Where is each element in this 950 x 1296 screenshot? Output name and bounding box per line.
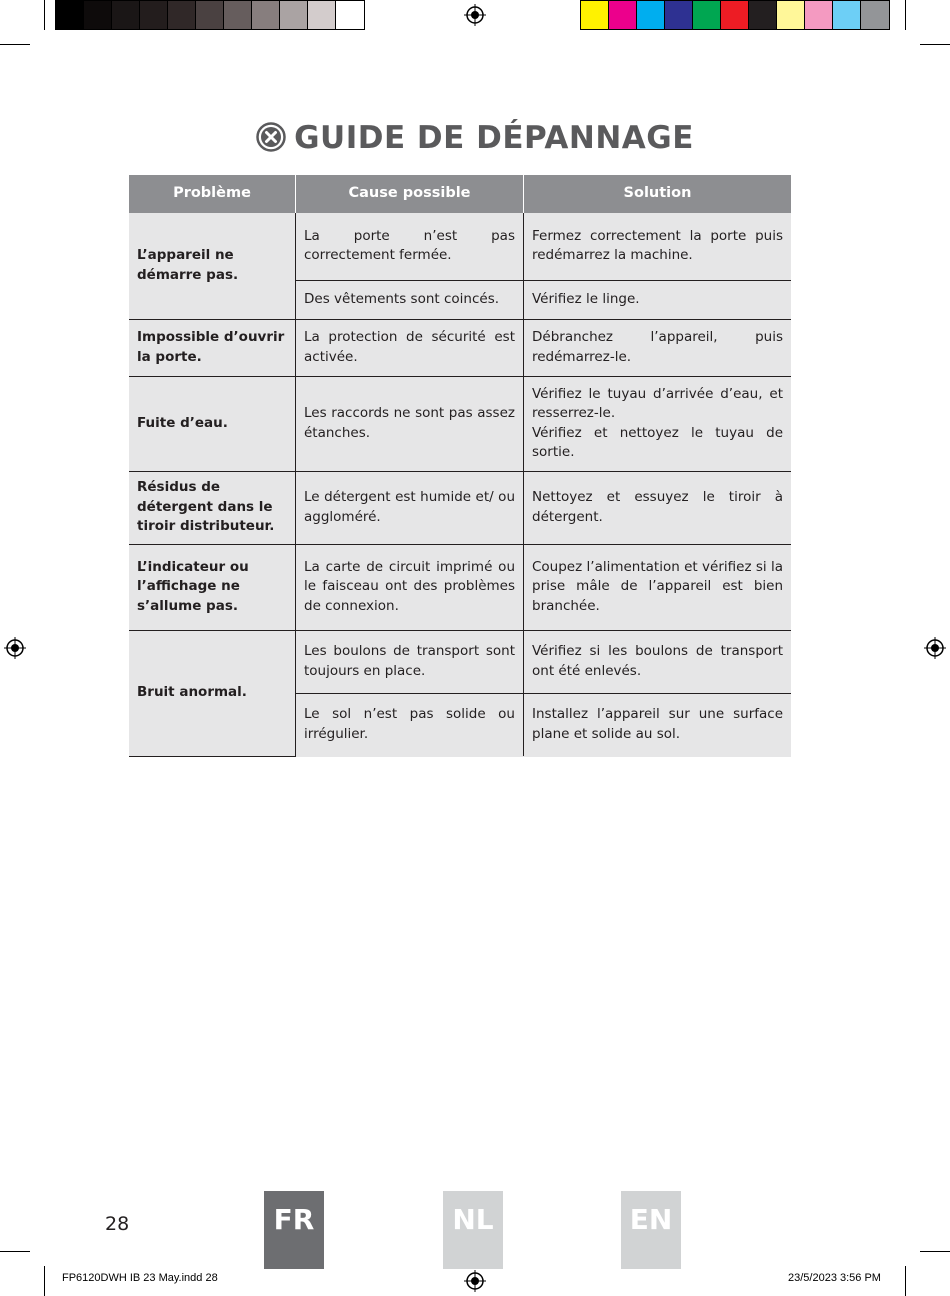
cause-cell: Les boulons de transport sont toujours en place. bbox=[296, 630, 524, 693]
gray-color-bar bbox=[55, 0, 365, 30]
crop-mark bbox=[44, 0, 45, 30]
table-row bbox=[129, 471, 791, 544]
page-title-text: GUIDE DE DÉPANNAGE bbox=[294, 120, 694, 156]
color-swatch bbox=[56, 1, 84, 29]
color-swatch bbox=[112, 1, 140, 29]
solution-line: Vérifiez le tuyau d’arrivée d’eau, et resserrez-le. bbox=[532, 385, 783, 421]
process-color-bar bbox=[580, 0, 890, 30]
page-title bbox=[0, 120, 950, 156]
color-swatch bbox=[637, 1, 665, 29]
problem-cell: Fuite d’eau. bbox=[129, 376, 296, 471]
language-tab-nl[interactable]: NL bbox=[443, 1191, 503, 1269]
color-swatch bbox=[805, 1, 833, 29]
cause-cell: Des vêtements sont coincés. bbox=[296, 280, 524, 319]
header-solution: Solution bbox=[524, 175, 792, 213]
registration-mark-icon bbox=[464, 4, 486, 26]
color-swatch bbox=[84, 1, 112, 29]
registration-mark-icon bbox=[464, 1270, 486, 1292]
cause-cell: La carte de circuit imprimé ou le faisceau ont des problèmes de connexion. bbox=[296, 544, 524, 630]
registration-mark-icon bbox=[924, 637, 946, 659]
cause-cell: La porte n’est pas correctement fermée. bbox=[296, 213, 524, 280]
color-swatch bbox=[308, 1, 336, 29]
problem-cell: L’appareil ne démarre pas. bbox=[129, 213, 296, 319]
table-header-row bbox=[129, 175, 791, 213]
crop-mark bbox=[905, 1266, 906, 1296]
header-problem: Problème bbox=[129, 175, 296, 213]
troubleshooting-table bbox=[129, 175, 791, 757]
language-tab-en[interactable]: EN bbox=[621, 1191, 681, 1269]
color-swatch bbox=[665, 1, 693, 29]
solution-cell bbox=[524, 376, 792, 471]
color-swatch bbox=[721, 1, 749, 29]
page-number: 28 bbox=[105, 1213, 130, 1235]
solution-cell: Coupez l’alimentation et vérifiez si la prise mâle de l’appareil est bien branchée. bbox=[524, 544, 792, 630]
color-swatch bbox=[833, 1, 861, 29]
color-swatch bbox=[140, 1, 168, 29]
cause-cell: Les raccords ne sont pas assez étanches. bbox=[296, 376, 524, 471]
table-row bbox=[129, 376, 791, 471]
crop-mark bbox=[44, 1266, 45, 1296]
color-swatch bbox=[336, 1, 364, 29]
problem-cell: L’indicateur ou l’affichage ne s’allume pas. bbox=[129, 544, 296, 630]
color-swatch bbox=[609, 1, 637, 29]
color-swatch bbox=[693, 1, 721, 29]
problem-cell: Résidus de détergent dans le tiroir distributeur. bbox=[129, 471, 296, 544]
crop-mark bbox=[920, 44, 950, 45]
color-swatch bbox=[861, 1, 889, 29]
solution-cell: Fermez correctement la porte puis redémarrez la machine. bbox=[524, 213, 792, 280]
cause-cell: Le détergent est humide et/ ou aggloméré. bbox=[296, 471, 524, 544]
problem-cell: Bruit anormal. bbox=[129, 630, 296, 756]
color-swatch bbox=[777, 1, 805, 29]
crop-mark bbox=[920, 1251, 950, 1252]
solution-line: Vérifiez et nettoyez le tuyau de sortie. bbox=[532, 424, 783, 460]
solution-cell: Installez l’appareil sur une surface plane et solide au sol. bbox=[532, 706, 783, 742]
color-swatch bbox=[196, 1, 224, 29]
solution-cell: Vérifiez le linge. bbox=[524, 280, 792, 319]
solution-cell: Nettoyez et essuyez le tiroir à détergent. bbox=[524, 471, 792, 544]
crop-mark bbox=[905, 0, 906, 30]
table-row bbox=[129, 319, 791, 376]
color-swatch bbox=[224, 1, 252, 29]
cause-cell: La protection de sécurité est activée. bbox=[296, 319, 524, 376]
solution-cell: Débranchez l’appareil, puis redémarrez-le. bbox=[524, 319, 792, 376]
color-swatch bbox=[749, 1, 777, 29]
header-cause: Cause possible bbox=[296, 175, 524, 213]
crop-mark bbox=[0, 44, 30, 45]
table-row bbox=[129, 544, 791, 630]
registration-mark-icon bbox=[4, 637, 26, 659]
color-swatch bbox=[252, 1, 280, 29]
table-row bbox=[129, 630, 791, 693]
cause-cell: Le sol n’est pas solide ou irrégulier. bbox=[296, 693, 524, 756]
color-swatch bbox=[168, 1, 196, 29]
table-row bbox=[129, 213, 791, 280]
language-tab-fr[interactable]: FR bbox=[264, 1191, 324, 1269]
color-swatch bbox=[581, 1, 609, 29]
x-circle-icon bbox=[256, 122, 286, 152]
crop-mark bbox=[0, 1251, 30, 1252]
date-slug: 23/5/2023 3:56 PM bbox=[788, 1272, 881, 1284]
color-swatch bbox=[280, 1, 308, 29]
file-slug: FP6120DWH IB 23 May.indd 28 bbox=[62, 1272, 218, 1284]
problem-cell: Impossible d’ouvrir la porte. bbox=[129, 319, 296, 376]
solution-cell: Vérifiez si les boulons de transport ont été enlevés. bbox=[524, 630, 792, 693]
